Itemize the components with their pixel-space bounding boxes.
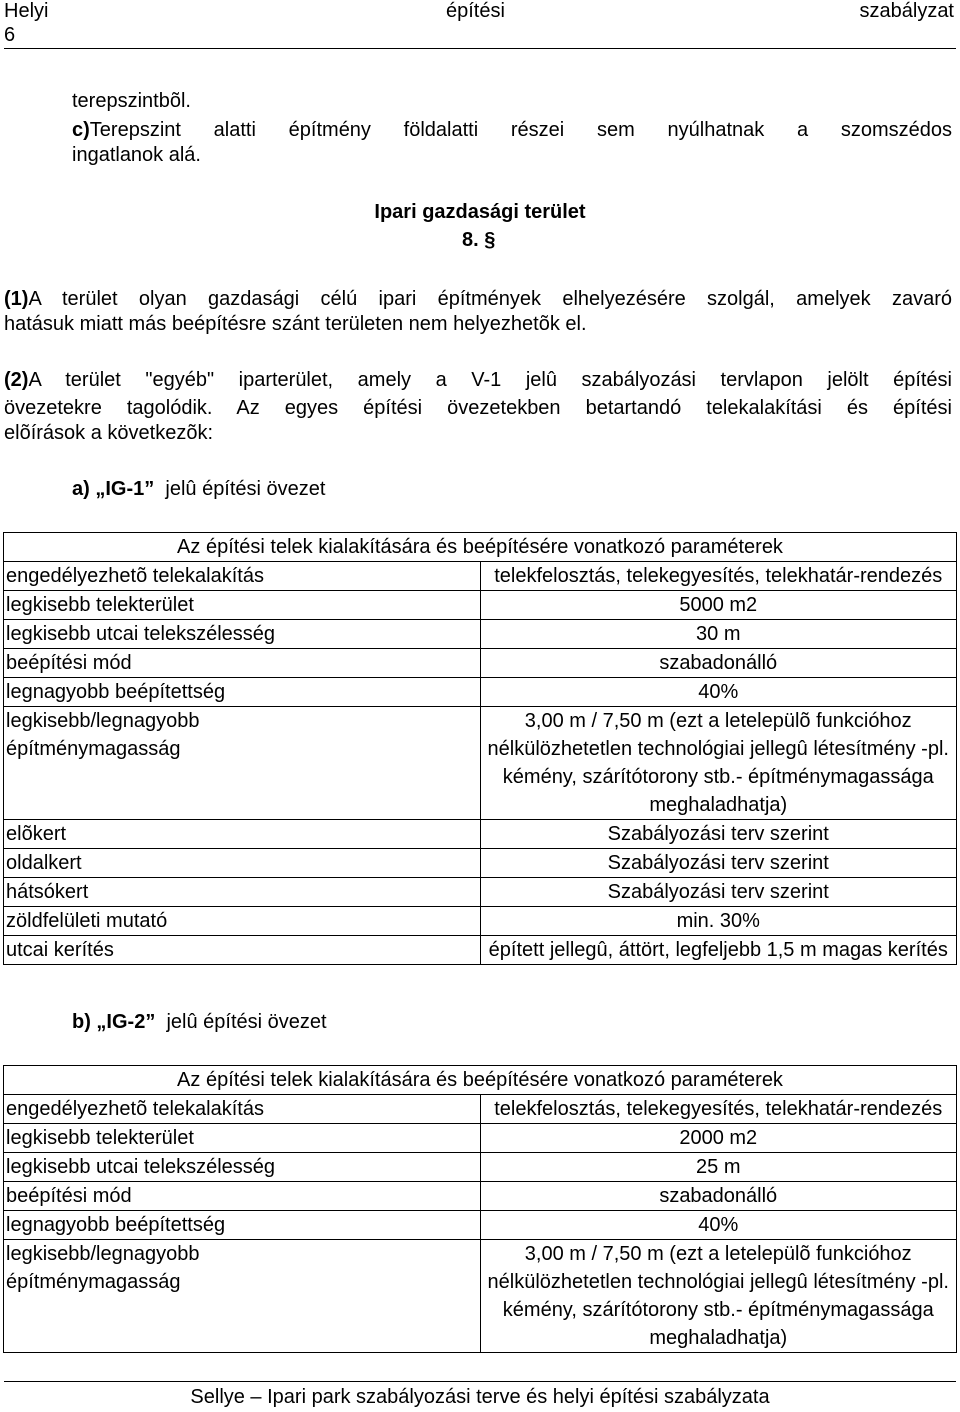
table-caption-row [4,533,957,562]
paragraph-2-line3: elõírások a következõk: [4,422,213,444]
paragraph-1-line2: hatásuk miatt más beépítésre szánt területen nem helyezhetõk el. [4,313,587,335]
table-caption-row [4,1066,957,1095]
table-row [4,591,957,620]
zone-a-parameter-table [3,532,957,965]
zone-a-heading: a) „IG-1” jelû építési övezet [72,478,326,500]
intro-line: terepszintbõl. [72,90,191,112]
parameter-label: legkisebb utcai telekszélesség [4,620,481,649]
table-caption: Az építési telek kialakítására és beépítésére vonatkozó paraméterek [4,533,957,562]
table-row [4,820,957,849]
paragraph-2-line2: övezetekre tagolódik. Az egyes építési övezetekben betartandó telekalakítási és építési [4,397,952,419]
table-row [4,1124,957,1153]
parameter-label: beépítési mód [4,1182,481,1211]
parameter-label: engedélyezhetõ telekalakítás [4,1095,481,1124]
table-row [4,678,957,707]
parameter-value: 40% [480,678,957,707]
table-row [4,907,957,936]
parameter-label: legnagyobb beépítettség [4,678,481,707]
parameter-value: 3,00 m / 7,50 m (ezt a letelepülõ funkcióhoz nélkülözhetetlen technológiai jellegû létesítmény -pl. kémény, szárítótorony stb.- építménymagassága meghaladhatja) [480,1240,957,1353]
parameter-value: 40% [480,1211,957,1240]
section-number: 8. § [462,229,496,251]
parameter-value: szabadonálló [480,649,957,678]
header-left: Helyi [4,0,49,22]
footer-rule [4,1381,956,1382]
table-row [4,1182,957,1211]
parameter-label: utcai kerítés [4,936,481,965]
parameter-label: legkisebb/legnagyobb építménymagasság [4,1240,481,1353]
parameter-label: beépítési mód [4,649,481,678]
paragraph-c-label: c) [72,119,90,141]
table-row [4,1095,957,1124]
parameter-value: 3,00 m / 7,50 m (ezt a letelepülõ funkcióhoz nélkülözhetetlen technológiai jellegû létesítmény -pl. kémény, szárítótorony stb.- építménymagassága meghaladhatja) [480,707,957,820]
table-row [4,562,957,591]
header-right: szabályzat [859,0,954,22]
table-row [4,1153,957,1182]
paragraph-c-line1: c)Terepszint alatti építmény földalatti részei sem nyúlhatnak a szomszédos [72,119,952,141]
parameter-label: elõkert [4,820,481,849]
section-title: Ipari gazdasági terület [374,201,586,223]
parameter-label: legnagyobb beépítettség [4,1211,481,1240]
parameter-label: legkisebb telekterület [4,591,481,620]
table-caption: Az építési telek kialakítására és beépítésére vonatkozó paraméterek [4,1066,957,1095]
table-row [4,707,957,820]
zone-b-heading: b) „IG-2” jelû építési övezet [72,1011,327,1033]
zone-b-parameter-table [3,1065,957,1353]
paragraph-1-line1: (1)A terület olyan gazdasági célú ipari építmények elhelyezésére szolgál, amelyek zavaró [4,288,952,310]
parameter-value: min. 30% [480,907,957,936]
header-center: építési [446,0,505,22]
parameter-label: legkisebb utcai telekszélesség [4,1153,481,1182]
paragraph-2-label: (2) [4,369,29,391]
table-row [4,1240,957,1353]
parameter-value: telekfelosztás, telekegyesítés, telekhatár-rendezés [480,1095,957,1124]
paragraph-2-line1: (2)A terület "egyéb" iparterület, amely a V-1 jelû szabályozási tervlapon jelölt építési [4,369,952,391]
page-footer: Sellye – Ipari park szabályozási terve és helyi építési szabályzata [190,1386,770,1408]
parameter-value: telekfelosztás, telekegyesítés, telekhatár-rendezés [480,562,957,591]
table-row [4,620,957,649]
parameter-value: Szabályozási terv szerint [480,820,957,849]
page-number: 6 [4,24,16,46]
parameter-label: legkisebb telekterület [4,1124,481,1153]
parameter-label: engedélyezhetõ telekalakítás [4,562,481,591]
parameter-value: Szabályozási terv szerint [480,878,957,907]
table-row [4,936,957,965]
table-row [4,649,957,678]
parameter-label: legkisebb/legnagyobb építménymagasság [4,707,481,820]
parameter-value: épített jellegû, áttört, legfeljebb 1,5 m magas kerítés [480,936,957,965]
parameter-label: zöldfelületi mutató [4,907,481,936]
paragraph-c-line2: ingatlanok alá. [72,144,201,166]
table-row [4,1211,957,1240]
parameter-value: 25 m [480,1153,957,1182]
parameter-value: Szabályozási terv szerint [480,849,957,878]
parameter-label: oldalkert [4,849,481,878]
header-rule [4,48,956,49]
paragraph-1-label: (1) [4,288,29,310]
table-row [4,849,957,878]
parameter-value: 2000 m2 [480,1124,957,1153]
parameter-value: 30 m [480,620,957,649]
parameter-label: hátsókert [4,878,481,907]
parameter-value: szabadonálló [480,1182,957,1211]
parameter-value: 5000 m2 [480,591,957,620]
table-row [4,878,957,907]
